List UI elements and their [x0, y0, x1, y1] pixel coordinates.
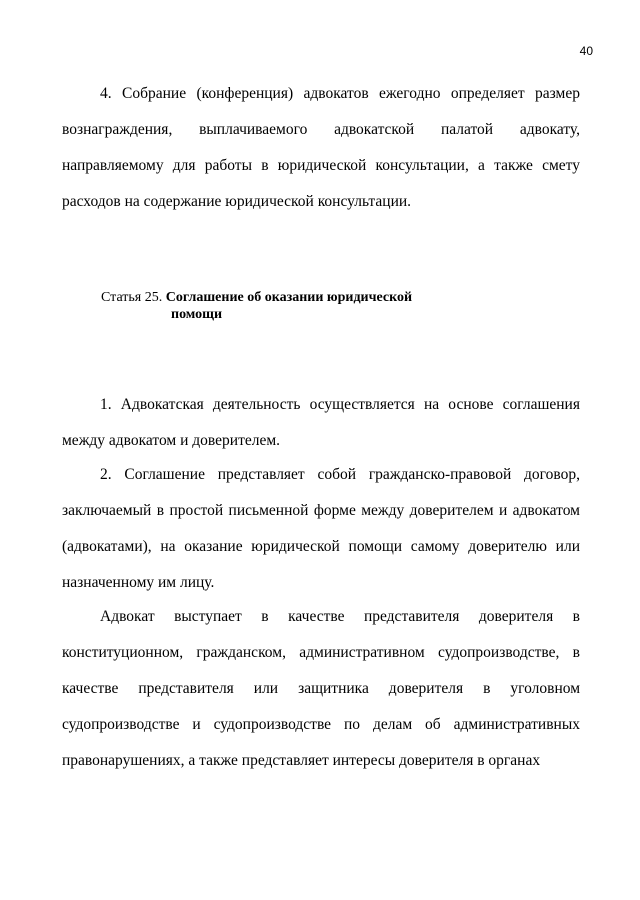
article-title-line-2: помощи — [171, 307, 223, 322]
paragraph-section-4: 4. Собрание (конференция) адвокатов ежегодно определяет размер вознаграждения, выплачиваемого адвокатской палатой адвокату, направляемому для работы в юридической консультации, а также смету расходов на содержание юридической консультации. — [62, 85, 580, 210]
article-heading — [101, 289, 521, 323]
paragraph-article-25-item-2: 2. Соглашение представляет собой гражданско-правовой договор, заключаемый в простой письменной форме между доверителем и адвокатом (адвокатами), на оказание юридической помощи самому доверителю или назначенному им лицу. — [62, 466, 580, 591]
paragraph-article-25-advocate: Адвокат выступает в качестве представителя доверителя в конституционном, гражданском, административном судопроизводстве, в качестве представителя или защитника доверителя в уголовном судопроизводстве и судопроизводстве по делам об административных правонарушениях, а также представляет интересы доверителя в органах — [62, 608, 580, 769]
article-title-line-1: Соглашение об оказании юридической — [165, 290, 413, 305]
article-number: Статья 25. — [101, 290, 163, 305]
paragraph-article-25-item-1: 1. Адвокатская деятельность осуществляется на основе соглашения между адвокатом и доверителем. — [62, 396, 580, 449]
page-number: 40 — [579, 44, 593, 58]
